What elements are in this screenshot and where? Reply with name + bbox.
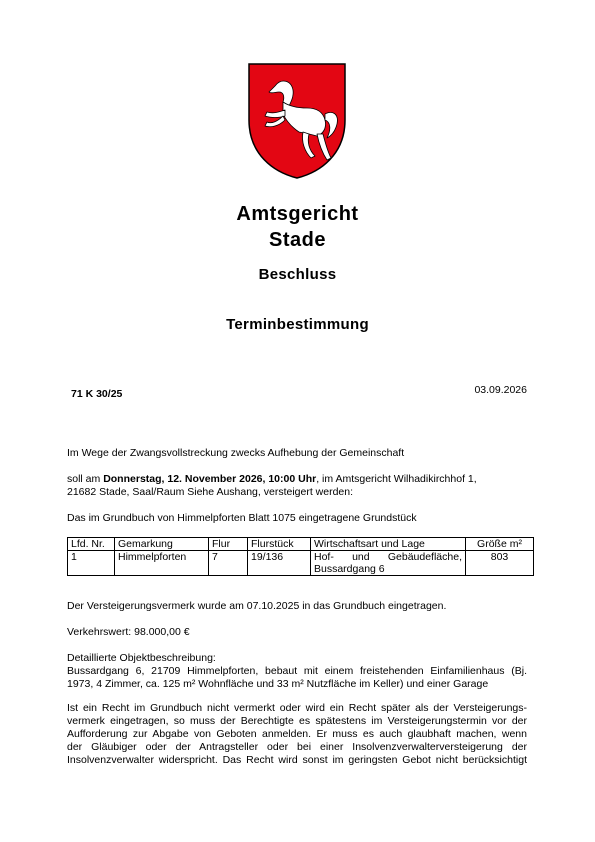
- property-table: [67, 537, 534, 576]
- description-line2: 1973, 4 Zimmer, ca. 125 m² Wohnfläche und 33 m² Nutzfläche im Keller) und einer Garage: [67, 678, 489, 690]
- table-row: [68, 551, 534, 576]
- column-header-groesse: Größe m²: [466, 538, 534, 551]
- subject-heading: Terminbestimmung: [226, 316, 369, 333]
- cell-wirtschaftsart-line2: Bussardgang 6: [314, 563, 385, 575]
- column-header-flur: Flur: [209, 538, 248, 551]
- column-header-gemarkung: Gemarkung: [115, 538, 209, 551]
- cell-lfd-nr: 1: [68, 551, 115, 576]
- market-value: Verkehrswert: 98.000,00 €: [67, 626, 190, 638]
- column-header-wirtschaftsart: Wirtschaftsart und Lage: [311, 538, 466, 551]
- rights-paragraph: [67, 702, 527, 767]
- cell-flurstueck: 19/136: [248, 551, 311, 576]
- description-paragraph: [67, 652, 527, 691]
- auction-note-paragraph: Der Versteigerungsvermerk wurde am 07.10.2025 in das Grundbuch eingetragen.: [67, 600, 447, 612]
- rights-line3: Aufforderung zur Abgabe von Geboten anmelden. Er muss es auch glaubhaft machen, wenn: [67, 728, 527, 740]
- intro-paragraph: Im Wege der Zwangsvollstreckung zwecks Aufhebung der Gemeinschaft: [67, 447, 405, 459]
- appointment-date: Donnerstag, 12. November 2026, 10:00 Uhr: [103, 473, 317, 485]
- column-header-flurstueck: Flurstück: [248, 538, 311, 551]
- lower-saxony-white-horse-crest-icon: [247, 62, 347, 180]
- appointment-paragraph: [67, 473, 527, 499]
- appointment-prefix: soll am: [67, 473, 104, 485]
- cell-flur: 7: [209, 551, 248, 576]
- rights-line5: Insolvenzverwalter widerspricht. Das Recht wird sonst im geringsten Gebot nicht berücksichtigt: [67, 754, 527, 766]
- cell-gemarkung: Himmelpforten: [115, 551, 209, 576]
- document-date: 03.09.2026: [474, 384, 527, 396]
- rights-line1: Ist ein Recht im Grundbuch nicht vermerkt oder wird ein Recht später als der Versteigerungs-: [67, 702, 527, 714]
- column-header-lfd-nr: Lfd. Nr.: [68, 538, 115, 551]
- cell-wirtschaftsart: [311, 551, 466, 576]
- description-line1: Bussardgang 6, 21709 Himmelpforten, bebaut mit einem freistehenden Einfamilienhaus (Bj.: [67, 665, 527, 677]
- court-name-line1: Amtsgericht: [236, 203, 359, 225]
- land-register-paragraph: Das im Grundbuch von Himmelpforten Blatt 1075 eingetragene Grundstück: [67, 512, 417, 524]
- rights-line4: der Gläubiger oder der Antragsteller oder bei einer Insolvenzverwalterversteigerung der: [67, 741, 527, 753]
- court-name-line2: Stade: [269, 229, 326, 251]
- document-type-heading: Beschluss: [258, 266, 337, 283]
- cell-groesse: 803: [466, 551, 534, 576]
- table-header-row: [68, 538, 534, 551]
- cell-wirtschaftsart-line1: Hof- und Gebäudefläche,: [314, 551, 462, 563]
- appointment-line2: 21682 Stade, Saal/Raum Siehe Aushang, versteigert werden:: [67, 486, 354, 498]
- file-number: 71 K 30/25: [71, 388, 123, 400]
- description-heading: Detaillierte Objektbeschreibung:: [67, 652, 216, 664]
- rights-line2: vermerk eingetragen, so muss der Berechtigte es spätestens im Versteigerungstermin vor der: [67, 715, 527, 727]
- appointment-location: , im Amtsgericht Wilhadikirchhof 1,: [316, 473, 477, 485]
